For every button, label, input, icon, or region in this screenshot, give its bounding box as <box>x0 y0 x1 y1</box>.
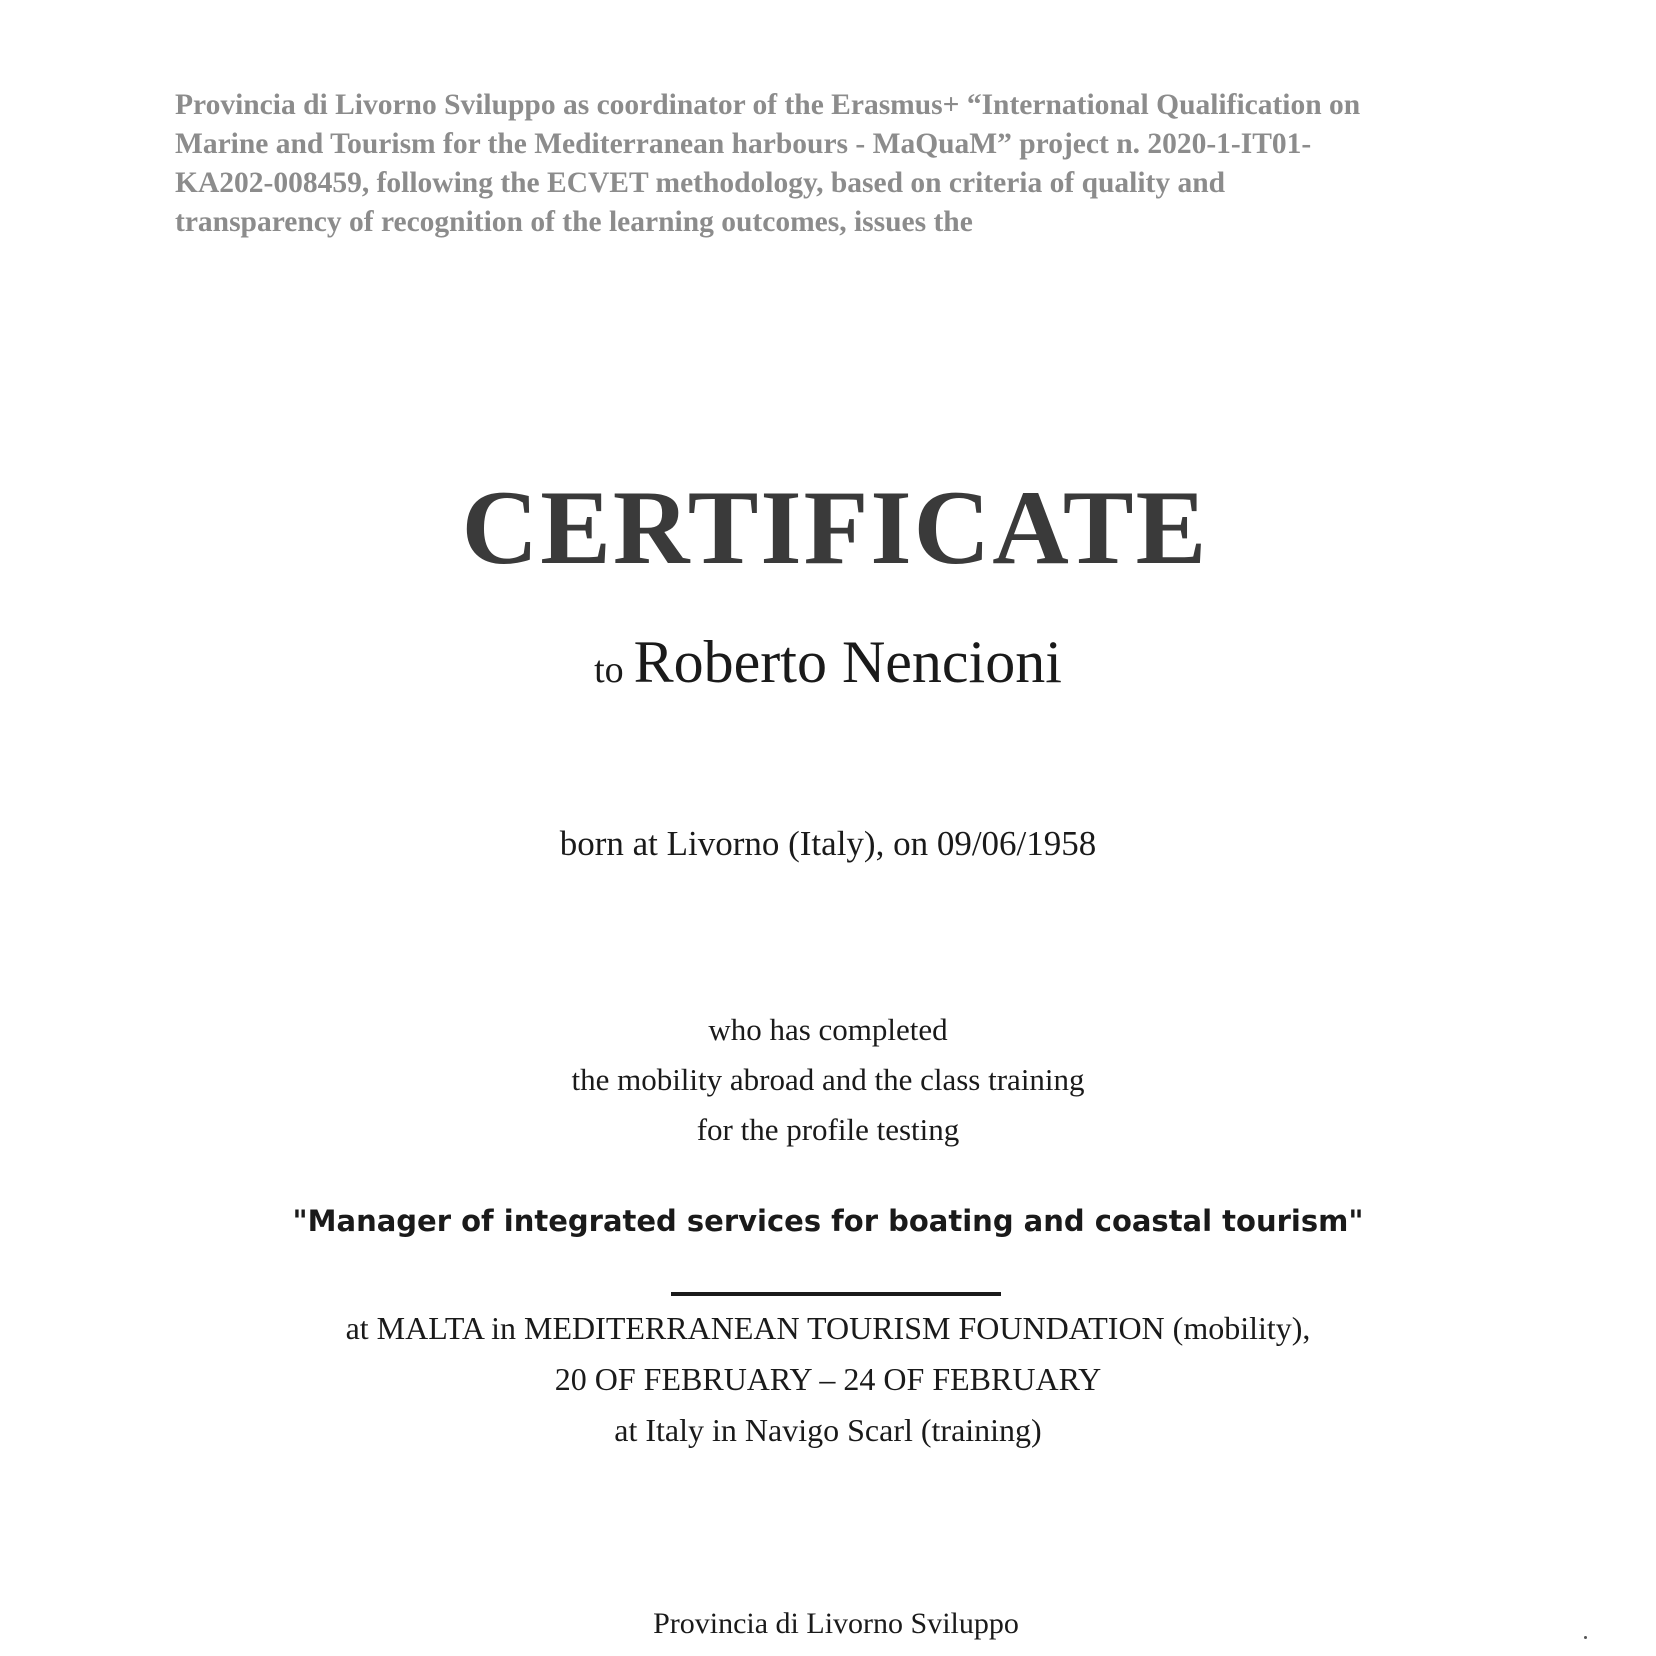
intro-line: Marine and Tourism for the Mediterranean harbours - MaQuaM” project n. 2020-1-IT01- <box>175 128 1312 160</box>
recipient-line <box>0 628 1656 697</box>
completion-line: for the profile testing <box>696 1112 960 1147</box>
location-line: 20 OF FEBRUARY – 24 OF FEBRUARY <box>554 1361 1102 1397</box>
divider-line <box>671 1292 1001 1296</box>
scan-speck <box>1584 1636 1587 1639</box>
recipient-name: Roberto Nencioni <box>633 629 1062 695</box>
completion-statement <box>0 1005 1656 1155</box>
location-line: at MALTA in MEDITERRANEAN TOURISM FOUNDATION (mobility), <box>345 1310 1311 1346</box>
intro-line: KA202-008459, following the ECVET methodology, based on criteria of quality and <box>175 167 1226 199</box>
completion-line: who has completed <box>708 1012 948 1047</box>
profile-title: "Manager of integrated services for boating and coastal tourism" <box>292 1204 1364 1238</box>
issuer-name: Provincia di Livorno Sviluppo <box>653 1607 1019 1640</box>
completion-line: the mobility abroad and the class training <box>571 1062 1085 1097</box>
intro-line: transparency of recognition of the learning outcomes, issues the <box>175 206 973 238</box>
certificate-title: CERTIFICATE <box>461 469 1209 586</box>
intro-paragraph <box>175 86 1515 242</box>
location-line: at Italy in Navigo Scarl (training) <box>614 1412 1042 1448</box>
recipient-to-label: to <box>594 649 624 691</box>
birth-info: born at Livorno (Italy), on 09/06/1958 <box>559 824 1097 863</box>
intro-line: Provincia di Livorno Sviluppo as coordinator of the Erasmus+ “International Qualification on <box>175 89 1361 121</box>
location-details <box>0 1303 1656 1456</box>
